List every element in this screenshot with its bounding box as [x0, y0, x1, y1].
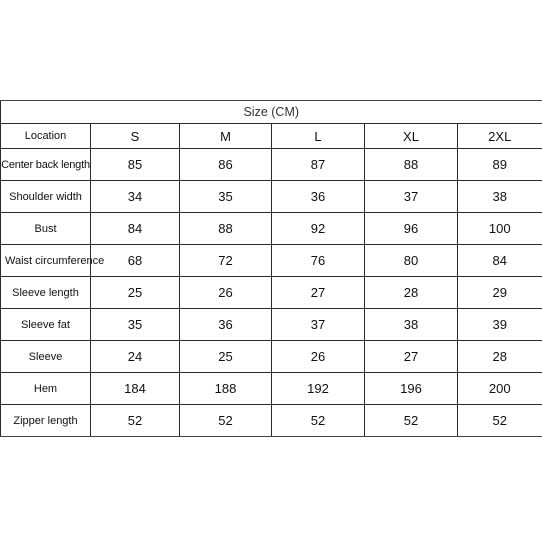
table-cell: 27: [272, 277, 365, 309]
table-cell: 36: [180, 309, 272, 341]
table-cell: 25: [180, 341, 272, 373]
row-label-sleeve: Sleeve: [1, 341, 91, 373]
table-row: [1, 309, 542, 341]
table-row: [1, 341, 542, 373]
table-row: [1, 245, 542, 277]
row-label-sleeve-length: Sleeve length: [1, 277, 91, 309]
table-cell: 39: [458, 309, 542, 341]
table-cell: 38: [365, 309, 458, 341]
table-cell: 85: [91, 149, 180, 181]
table-cell: 26: [272, 341, 365, 373]
row-label-center-back-length: Center back length: [1, 149, 91, 181]
table-cell: 37: [365, 181, 458, 213]
header-location: Location: [1, 124, 91, 149]
table-title: Size (CM): [1, 101, 542, 124]
table-cell: 72: [180, 245, 272, 277]
table-cell: 200: [458, 373, 542, 405]
table-cell: 24: [91, 341, 180, 373]
row-label-hem: Hem: [1, 373, 91, 405]
table-cell: 36: [272, 181, 365, 213]
table-cell: 28: [365, 277, 458, 309]
table-cell: 87: [272, 149, 365, 181]
table-cell: 89: [458, 149, 542, 181]
table-cell: 192: [272, 373, 365, 405]
row-label-shoulder-width: Shoulder width: [1, 181, 91, 213]
table-cell: 80: [365, 245, 458, 277]
table-row: [1, 277, 542, 309]
table-cell: 88: [180, 213, 272, 245]
table-cell: 38: [458, 181, 542, 213]
table-row: [1, 405, 542, 437]
row-label-waist-text: Waist circumference: [5, 254, 105, 267]
table-row: [1, 149, 542, 181]
table-cell: 35: [91, 309, 180, 341]
table-cell: 184: [91, 373, 180, 405]
row-label-waist-circumference: [1, 245, 105, 277]
table-cell: 84: [91, 213, 180, 245]
table-cell: 100: [458, 213, 542, 245]
table-cell: 96: [365, 213, 458, 245]
table-header-row: [1, 124, 542, 149]
table-cell: 68: [91, 245, 180, 277]
table-cell: 29: [458, 277, 542, 309]
table-cell: 28: [458, 341, 542, 373]
header-size-l: L: [272, 124, 365, 149]
table-cell: 84: [458, 245, 542, 277]
table-cell: 26: [180, 277, 272, 309]
row-label-sleeve-fat: Sleeve fat: [1, 309, 91, 341]
table-cell: 52: [91, 405, 180, 437]
table-cell: 92: [272, 213, 365, 245]
row-label-bust: Bust: [1, 213, 91, 245]
table-cell: 52: [365, 405, 458, 437]
table-cell: 88: [365, 149, 458, 181]
table-cell: 188: [180, 373, 272, 405]
table-cell: 52: [180, 405, 272, 437]
header-size-m: M: [180, 124, 272, 149]
table-cell: 86: [180, 149, 272, 181]
table-cell: 52: [458, 405, 542, 437]
header-size-2xl: 2XL: [458, 124, 542, 149]
table-cell: 34: [91, 181, 180, 213]
table-cell: 27: [365, 341, 458, 373]
size-chart-table: [0, 100, 542, 437]
table-row: [1, 181, 542, 213]
row-label-zipper-length: Zipper length: [1, 405, 91, 437]
table-cell: 196: [365, 373, 458, 405]
header-size-xl: XL: [365, 124, 458, 149]
table-row: [1, 213, 542, 245]
table-row: [1, 373, 542, 405]
table-cell: 37: [272, 309, 365, 341]
table-cell: 76: [272, 245, 365, 277]
table-title-row: [1, 101, 542, 124]
table-cell: 35: [180, 181, 272, 213]
table-cell: 52: [272, 405, 365, 437]
table-cell: 25: [91, 277, 180, 309]
header-size-s: S: [91, 124, 180, 149]
